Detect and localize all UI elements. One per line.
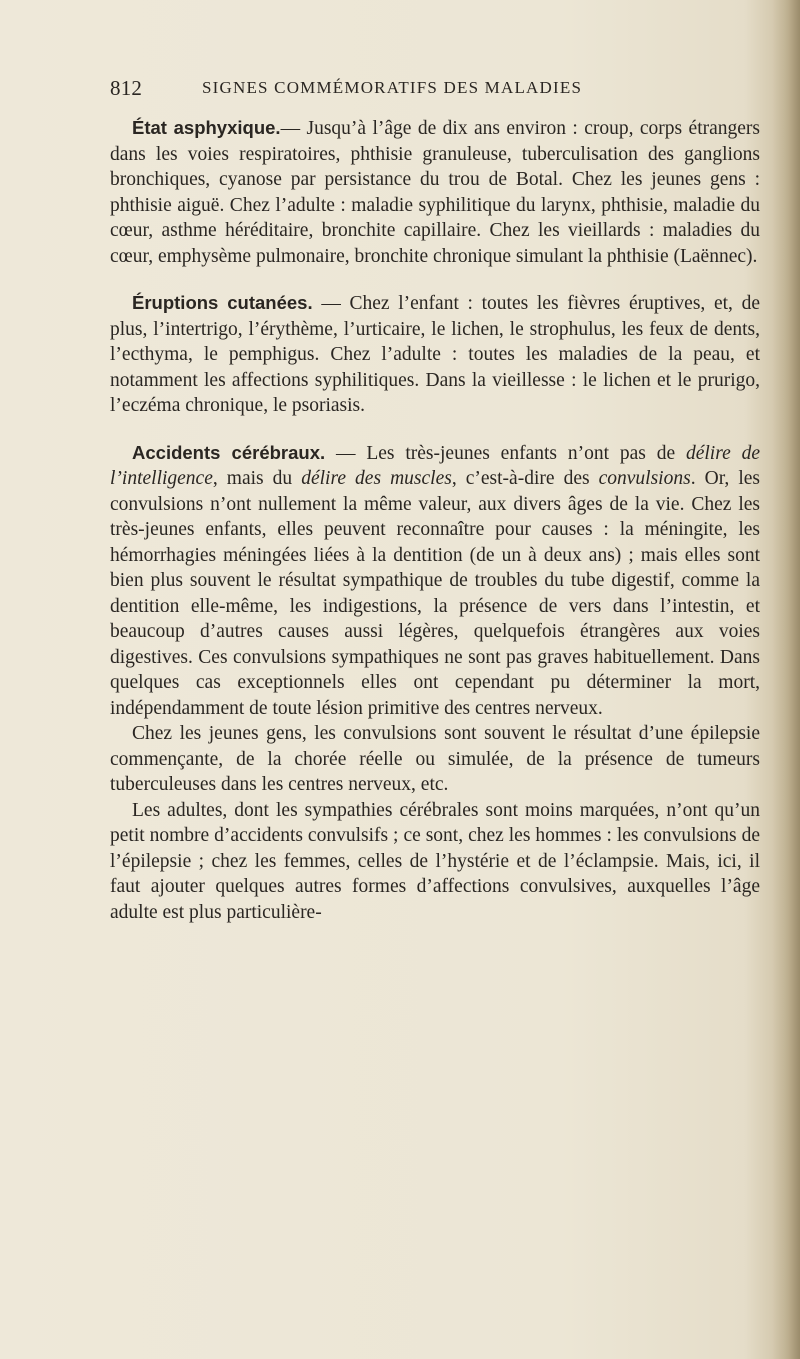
paragraph-text: , mais du xyxy=(212,468,302,489)
section-heading-accidents-cerebraux: Accidents cérébraux. xyxy=(132,441,326,463)
italic-term: délire de l’intelligence xyxy=(110,442,760,489)
page-number: 812 xyxy=(110,76,143,100)
section-heading-eruptions-cutanees: Éruptions cutanées. xyxy=(132,292,313,313)
paragraph-text: — Chez l’enfant : toutes les fièvres éruptives, et, de plus, l’intertrigo, l’érythème, l’urticaire, le lichen, le strophulus, les feux de dents, l’ecthyma, le pemphigus. Chez l’adulte : toutes les maladies de la peau, et notamment les affections syphilitiques. Dans la vieillesse : le lichen et le prurigo, l’eczéma chronique, le psoriasis. xyxy=(110,293,761,416)
paragraph-adultes xyxy=(110,798,760,926)
paragraph-text: . Or, les convulsions n’ont nullement la même valeur, aux divers âges de la vie. Chez les très-jeunes enfants, elles peuvent reconnaître pour causes : la méningite, les hémorrhagies méningées liées à la dentition (de un à deux ans) ; mais elles sont bien plus souvent le résultat sympathique de troubles du tube digestif, comme la dentition elle-même, les indigestions, la présence de vers dans l’intestin, et beaucoup d’autres causes aussi légères, quelquefois étrangères aux voies digestives. Ces convulsions sympathiques ne sont pas graves habituellement. Dans quelques cas exceptionnels elles ont cependant pu déterminer la mort, indépendamment de toute lésion primitive des centres nerveux. xyxy=(110,468,760,719)
paragraph-text: — Jusqu’à l’âge de dix ans environ : croup, corps étrangers dans les voies respiratoires, phthisie granuleuse, tuberculisation des ganglions bronchiques, cyanose par persistance du trou de Botal. Chez les jeunes gens : phthisie aiguë. Chez l’adulte : maladie syphilitique du larynx, phthisie, maladie du cœur, asthme héréditaire, bronchite capillaire. Chez les vieillards : maladies du cœur, emphysème pulmonaire, bronchite chronique simulant la phthisie (Laënnec). xyxy=(110,118,760,267)
page-edge-shadow xyxy=(772,0,800,1359)
italic-term: délire des muscles xyxy=(301,468,452,489)
paragraph-text: — Les très-jeunes enfants n’ont pas de xyxy=(335,442,686,464)
paragraph-text: Les adultes, dont les sympathies cérébrales sont moins marquées, n’ont qu’un petit nombre d’accidents convulsifs ; ce sont, chez les hommes : les convulsions de l’épilepsie ; chez les femmes, celles de l’hystérie et de l’éclampsie. Mais, ici, il faut ajouter quelques autres formes d’affections convulsives, auxquelles l’âge adulte est plus particulière- xyxy=(110,799,760,923)
page-header xyxy=(110,76,750,106)
paragraph-accidents-cerebraux xyxy=(110,440,760,722)
paragraph-etat-asphyxique xyxy=(110,115,760,269)
paragraph-text: Chez les jeunes gens, les convulsions sont souvent le résultat d’une épilepsie commençante, de la chorée réelle ou simulée, de la présence de tumeurs tuberculeuses dans les centres nerveux, etc. xyxy=(110,723,760,795)
italic-term: convulsions xyxy=(598,468,691,489)
paragraph-eruptions-cutanees xyxy=(110,290,760,419)
running-title: SIGNES COMMÉMORATIFS DES MALADIES xyxy=(202,78,583,97)
section-heading-etat-asphyxique: État asphyxique. xyxy=(132,117,281,138)
paragraph-text: , c’est-à-dire des xyxy=(451,468,599,489)
body-text xyxy=(110,115,760,925)
paragraph-jeunes-gens xyxy=(110,721,760,798)
